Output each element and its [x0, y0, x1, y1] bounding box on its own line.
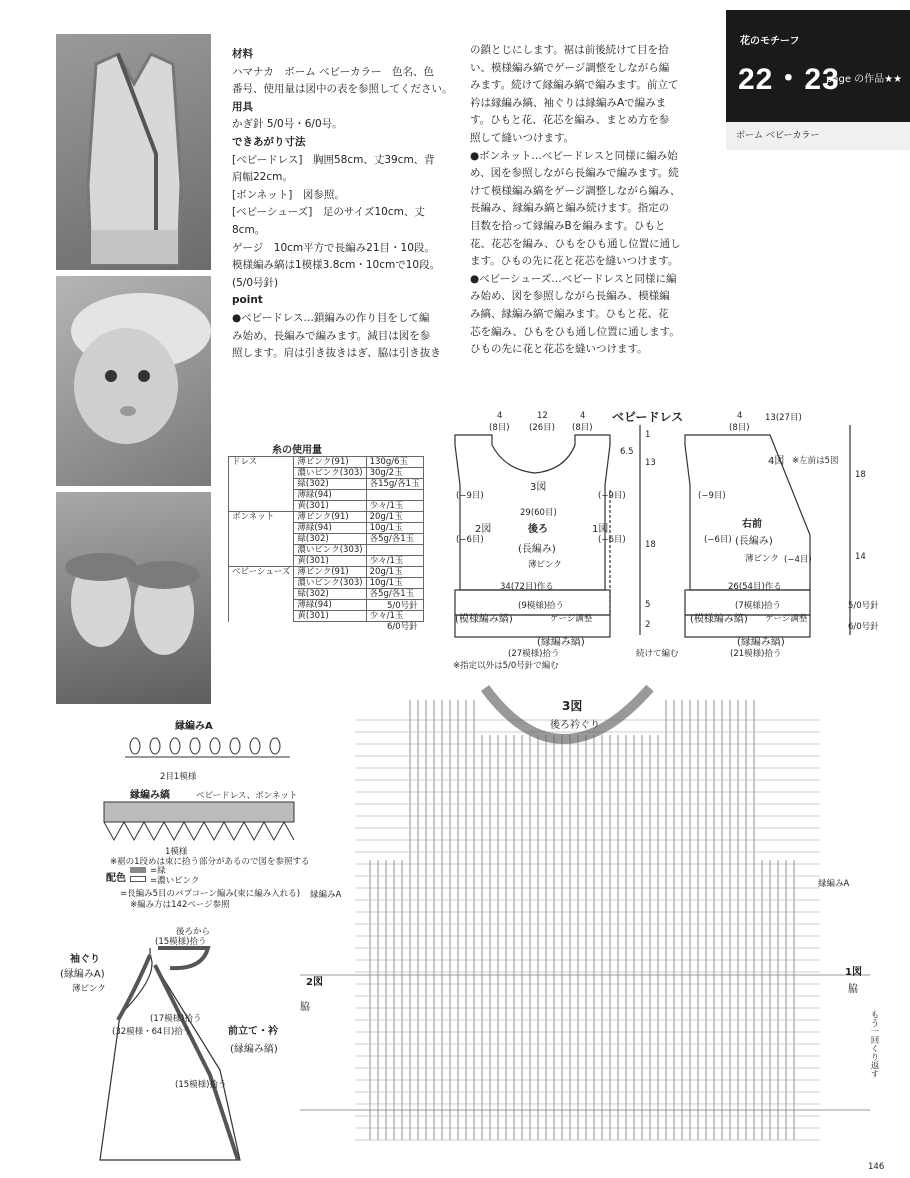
color-pink-label: =濃いピンク — [150, 876, 200, 886]
right-front-color: 薄ピンク — [745, 554, 779, 564]
yarn-table-cell: 薄緑(94) — [294, 490, 366, 501]
edging-stripe-for: ベビードレス、ボンネット — [196, 791, 298, 801]
edgingA-pattern: 2目1模様 — [160, 772, 197, 782]
rightcol-line: 長編み、縁編み縞と編み続けます。指定の — [470, 202, 670, 215]
dim-h5: 5 — [645, 600, 651, 610]
edgingA-left-label: 縁編みA — [310, 890, 342, 900]
rightcol-line: み始め、図を参照しながら長編み、模様編 — [470, 290, 670, 303]
back-color: 薄ピンク — [528, 560, 562, 570]
pick32: (32模様・64目)拾う — [112, 1027, 192, 1037]
yarn-table-cell: 薄ピンク(91) — [294, 567, 366, 578]
color-label: 配色 — [106, 873, 126, 884]
yarn-table-title: 糸の使用量 — [272, 445, 322, 456]
chart-note: ※裾の1段めは束に拾う部分があるので図を参照する — [110, 857, 310, 867]
yarn-table-cell — [229, 501, 294, 512]
yarn-table-cell: ドレス — [229, 457, 294, 468]
needle6-right: 6/0号針 — [848, 622, 879, 632]
yarn-table-cell: 少々/1玉 — [366, 611, 423, 622]
dim-h18: 18 — [645, 540, 656, 550]
right-front-label: 右前 — [742, 519, 762, 530]
fig4-note: ※左前は5図 — [792, 456, 839, 466]
yarn-brand: ボーム ベビーカラー — [726, 122, 910, 150]
yarn-table-cell — [229, 589, 294, 600]
gauge-adjust-front: ゲージ調整 — [765, 614, 808, 624]
yarn-table-cell: 10g/1玉 — [366, 523, 423, 534]
dim-t4b: 4 — [580, 411, 586, 421]
yarn-table-cell: 濃いピンク(303) — [294, 468, 366, 479]
back-stitch: (長編み) — [518, 544, 556, 555]
edging-petal — [190, 738, 200, 754]
popcorn-note: =長編み5目のパプコーン編み(束に編み入れる) — [120, 889, 301, 899]
yarn-table-cell: 20g/1玉 — [366, 567, 423, 578]
rightcol-line: ●ベビーシューズ…ベビードレスと同様に編 — [470, 272, 677, 285]
armhole-stitch: (縁編みA) — [60, 969, 105, 980]
yarn-table-cell: 130g/6玉 — [366, 457, 423, 468]
dim-dec4-front: (−4目) — [784, 555, 812, 565]
yarn-table-cell — [229, 468, 294, 479]
yarn-table-cell: 薄緑(94) — [294, 600, 366, 611]
fig3-label: 3図 — [530, 482, 547, 493]
yarn-table-cell: 黄(301) — [294, 556, 366, 567]
pick-back: (9模様)拾う — [518, 601, 565, 611]
edgingA-right-label: 縁編みA — [818, 879, 850, 889]
pick-front: (7模様)拾う — [735, 601, 782, 611]
swatch-green — [130, 867, 146, 873]
leftcol-line: 材料 — [232, 48, 253, 60]
dim-dec6-front: (−6目) — [704, 535, 732, 545]
chart-fig1: 1図 — [845, 967, 862, 978]
dim-t12: 12 — [537, 411, 548, 421]
dim-r14: 14 — [855, 552, 866, 562]
yarn-table-cell: 少々/1玉 — [366, 556, 423, 567]
photo-baby-bonnet — [56, 276, 211, 486]
leftcol-line: かぎ針 5/0号・6/0号。 — [232, 118, 343, 131]
chart-fig2: 2図 — [306, 977, 323, 988]
yarn-table-cell: 少々/1玉 — [366, 501, 423, 512]
back-start: 34(72目)作る — [500, 582, 554, 592]
gauge-adjust-back: ゲージ調整 — [550, 614, 593, 624]
leftcol-line: point — [232, 294, 263, 307]
rightcol-line: ●ボンネット…ベビードレスと同様に編み始 — [470, 149, 678, 162]
yarn-table-cell: 黄(301) — [294, 501, 366, 512]
header-number: 22・23 — [738, 63, 840, 96]
yarn-table-cell: 濃いピンク(303) — [294, 578, 366, 589]
edge-band-back: (縁編み縞) — [537, 637, 585, 648]
yarn-table-cell: 濃いピンク(303) — [294, 545, 366, 556]
leftcol-line: 肩幅22cm。 — [232, 171, 293, 184]
edging-stripe-pattern: 1模様 — [165, 847, 188, 857]
dim-dec6-right: (−6目) — [598, 535, 626, 545]
page-number: 146 — [868, 1162, 885, 1172]
chart3-title: 3図 — [562, 699, 583, 713]
yarn-table-cell: 20g/1玉 — [366, 512, 423, 523]
rightcol-line: 目数を拾って縁編みBを編みます。ひもと — [470, 220, 666, 232]
dim-t4a: 4 — [497, 411, 503, 421]
dim-t26: (26目) — [529, 423, 555, 433]
side-left: 脇 — [300, 1002, 310, 1013]
needle5-left: 5/0号針 — [387, 601, 418, 611]
edging-petal — [230, 738, 240, 754]
page-header-badge — [726, 10, 910, 122]
yarn-table-cell — [229, 578, 294, 589]
needle6-left: 6/0号針 — [387, 622, 418, 632]
dim-t4c: 4 — [737, 411, 743, 421]
edgingA-title: 縁編みA — [175, 721, 213, 732]
header-page-label: page の作品★★ — [826, 74, 903, 85]
color-green-label: =緑 — [150, 866, 166, 876]
rightcol-line: め、図を参照しながら長編みで編みます。続 — [470, 167, 679, 180]
fig4-label: 4図 — [768, 456, 785, 467]
continue-note: 続けて編む — [636, 649, 679, 659]
yarn-table-cell: 10g/1玉 — [366, 578, 423, 589]
dim-h2: 2 — [645, 620, 651, 630]
edging-petal — [210, 738, 220, 754]
yarn-table-cell — [229, 523, 294, 534]
armhole-color: 薄ピンク — [72, 984, 106, 994]
leftcol-line: 用具 — [232, 100, 253, 113]
rightcol-line: ます。ひもの先に花と花芯を縫いつけます。 — [470, 255, 679, 268]
front-collar-stitch: (縁編み縞) — [230, 1044, 278, 1055]
dim-r18: 18 — [855, 470, 866, 480]
yarn-table-cell: ボンネット — [229, 512, 294, 523]
pattern-band: (模様編み縞) — [455, 614, 513, 625]
needle-note: ※指定以外は5/0号針で編む — [453, 661, 559, 671]
rightcol-line: す。ひもと花、花芯を編み、まとめ方を参 — [470, 114, 670, 127]
yarn-table-cell: 各15g/各1玉 — [366, 479, 423, 490]
rightcol-line: 花、花芯を編み、ひもをひも通し位置に通し — [470, 237, 681, 250]
back-label: 後ろ — [528, 524, 548, 535]
rightcol-line: い、模様編み縞でゲージ調整をしながら編 — [470, 61, 670, 74]
yarn-table-cell: 緑(302) — [294, 534, 366, 545]
back-width: 29(60目) — [520, 508, 557, 518]
leftcol-line: ゲージ 10cm平方で長編み21目・10段。 — [232, 241, 435, 254]
edging-petal — [150, 738, 160, 754]
rightcol-line: けて模様編み縞をゲージ調整しながら編み、 — [470, 184, 681, 197]
back-from: 後ろから — [176, 927, 211, 937]
edging-stripe-title: 縁編み縞 — [130, 790, 170, 801]
dim-t8a: (8目) — [489, 423, 510, 433]
fig2-label: 2図 — [475, 524, 492, 535]
dim-t8b: (8目) — [572, 423, 593, 433]
yarn-table-cell: 薄ピンク(91) — [294, 512, 366, 523]
needle5-right: 5/0号針 — [848, 601, 879, 611]
rightcol-line: み縞、縁編み縞で編みます。ひもと花、花 — [470, 308, 669, 320]
leftcol-line: 照します。肩は引き抜きはぎ、脇は引き抜き — [232, 347, 441, 360]
dim-dec9-right: (−9目) — [598, 491, 626, 501]
swatch-pink — [130, 876, 146, 882]
edging-petal — [270, 738, 280, 754]
fig1-label: 1図 — [592, 524, 609, 535]
yarn-table-cell: 黄(301) — [294, 611, 366, 622]
yarn-table-cell: ベビーシューズ — [229, 567, 294, 578]
dim-h65: 6.5 — [620, 447, 634, 457]
rightcol-line: 芯を編み、ひもをひも通し位置に通します。 — [470, 325, 680, 338]
yarn-table-cell: 薄緑(94) — [294, 523, 366, 534]
leftcol-line: 番号、使用量は図中の表を参照してください。 — [232, 83, 453, 96]
pick15-top: (15模様)拾う — [155, 937, 207, 947]
edging-petal — [250, 738, 260, 754]
dim-t13: 13(27目) — [765, 413, 802, 423]
edging-petal — [130, 738, 140, 754]
leftcol-line: 8cm。 — [232, 224, 266, 236]
stitch-chart — [300, 680, 870, 1160]
dim-t8c: (8目) — [729, 423, 750, 433]
dim-dec9-front: (−9目) — [698, 491, 726, 501]
pick17: (17模様)拾う — [150, 1014, 202, 1024]
right-front-stitch: (長編み) — [735, 536, 773, 547]
dim-dec9-left: (−9目) — [456, 491, 484, 501]
repeat-note: もう一回くり返す — [869, 1010, 879, 1078]
edgingA-chart — [120, 732, 300, 772]
leftcol-line: [ベビーシューズ] 足のサイズ10cm、丈 — [232, 206, 425, 219]
rightcol-line: みます。続けて縁編み縞で編みます。前立て — [470, 79, 679, 92]
yarn-table-cell — [229, 611, 294, 622]
rightcol-line: ひもの先に花と花芯を縫いつけます。 — [470, 343, 648, 356]
edging-petal — [170, 738, 180, 754]
header-subtitle: 花のモチーフ — [740, 36, 800, 47]
leftcol-line: [ベビードレス] 胸囲58cm、丈39cm、背 — [232, 153, 435, 166]
leftcol-line: み始め、長編みで編みます。減目は図を参 — [232, 329, 431, 342]
edge-count-front: (21模様)拾う — [730, 649, 782, 659]
pattern-band-front: (模様編み縞) — [690, 614, 748, 625]
popcorn-ref: ※編み方は142ページ参照 — [130, 900, 230, 910]
leftcol-line: (5/0号針) — [232, 276, 279, 289]
yarn-table-cell — [229, 600, 294, 611]
dress-title: ベビードレス — [612, 410, 684, 424]
photo-baby-shoes — [56, 492, 211, 704]
yarn-table-cell: 30g/2玉 — [366, 468, 423, 479]
yarn-table-cell — [229, 534, 294, 545]
front-collar-label: 前立て・衿 — [228, 1026, 278, 1037]
yarn-table-cell — [229, 479, 294, 490]
leftcol-line: できあがり寸法 — [232, 136, 306, 148]
chart3-subtitle: 後ろ衿ぐり — [550, 720, 600, 731]
yarn-table-cell — [229, 545, 294, 556]
edge-count-back: (27模様)拾う — [508, 649, 560, 659]
edge-band-front: (縁編み縞) — [737, 637, 785, 648]
leftcol-line: ●ベビードレス…鎖編みの作り目をして編 — [232, 312, 430, 324]
leftcol-line: [ボンネット] 図参照。 — [232, 188, 345, 201]
rightcol-line: 照して縫いつけます。 — [470, 132, 575, 144]
yarn-table-cell — [229, 490, 294, 501]
pick15-bottom: (15模様)拾う — [175, 1080, 227, 1090]
edging-stripe-chart — [102, 800, 302, 845]
rightcol-line: 衿は縁編み縞、袖ぐりは縁編みAで編みま — [470, 96, 667, 109]
yarn-table-cell: 緑(302) — [294, 589, 366, 600]
yarn-table-cell — [229, 556, 294, 567]
dim-h1: 1 — [645, 430, 651, 440]
leftcol-line: ハマナカ ボーム ベビーカラー 色名、色 — [232, 65, 434, 78]
front-start: 26(54目)作る — [728, 582, 782, 592]
side-right: 脇 — [848, 984, 858, 995]
dim-dec6-left: (−6目) — [456, 535, 484, 545]
yarn-table-cell: 緑(302) — [294, 479, 366, 490]
rightcol-line: の鎖とじにします。裾は前後続けて目を拾 — [470, 44, 669, 56]
armhole-label: 袖ぐり — [70, 954, 100, 965]
yarn-table-cell: 薄ピンク(91) — [294, 457, 366, 468]
yarn-table-cell: 各5g/各1玉 — [366, 589, 423, 600]
leftcol-line: 模様編み縞は1模様3.8cm・10cmで10段。 — [232, 259, 441, 272]
assembly-diagram — [90, 930, 250, 1170]
dim-h13: 13 — [645, 458, 656, 468]
yarn-table-cell: 各5g/各1玉 — [366, 534, 423, 545]
photo-baby-dress — [56, 34, 211, 270]
